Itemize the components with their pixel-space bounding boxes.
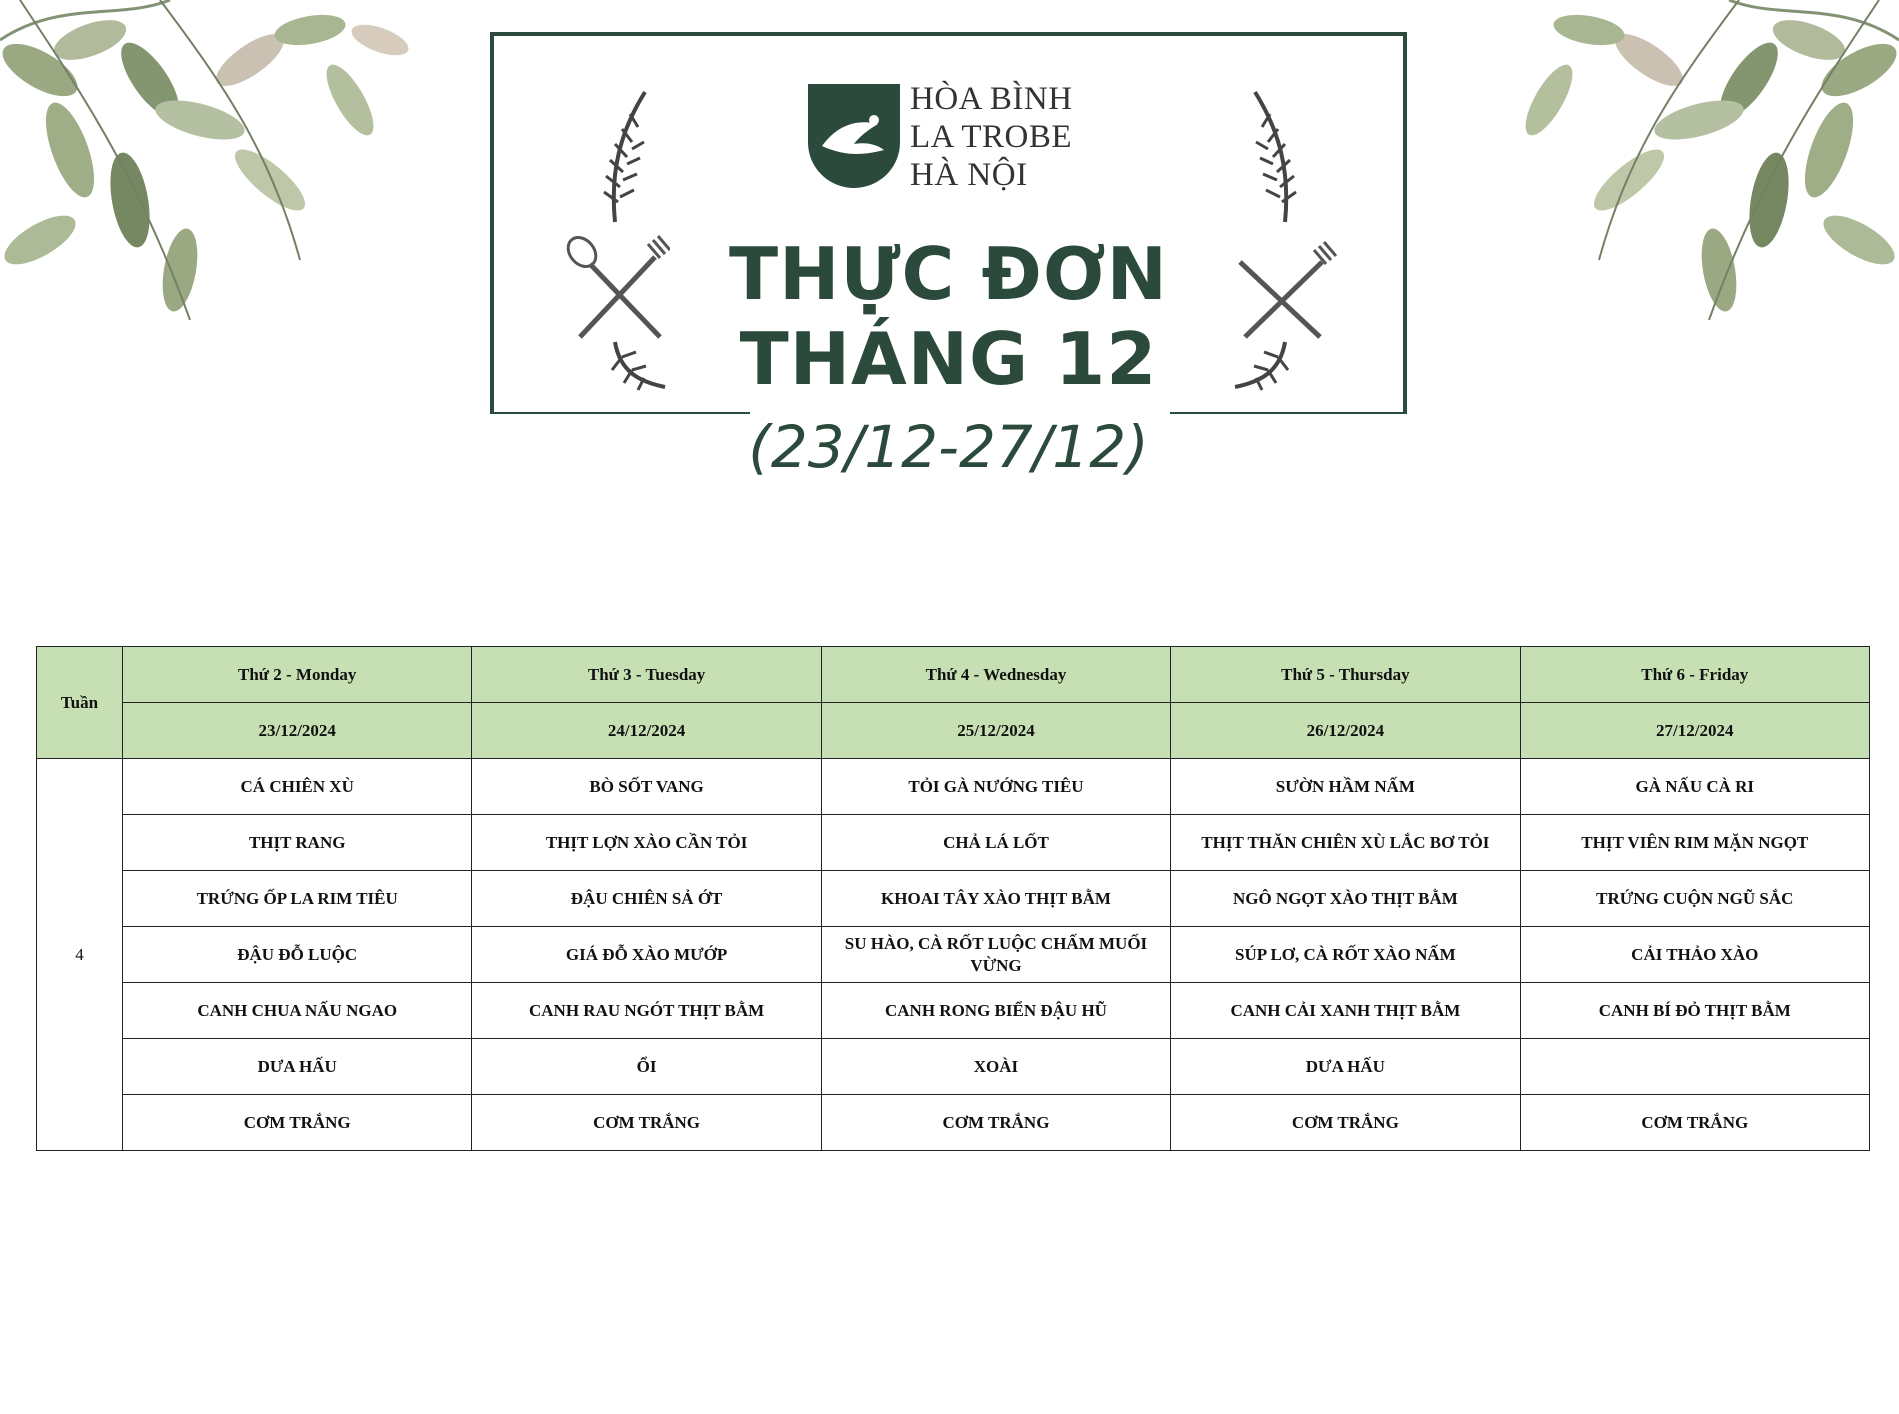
day-header-tuesday: Thứ 3 - Tuesday [472, 647, 821, 703]
leaves-decoration-left [0, 0, 470, 360]
menu-cell [1520, 1039, 1869, 1095]
school-name-line-2: LA TROBE [910, 119, 1072, 155]
menu-date-range: (23/12-27/12) [748, 413, 1149, 481]
menu-cell: GIÁ ĐỖ XÀO MƯỚP [472, 927, 821, 983]
menu-cell: THỊT RANG [123, 815, 472, 871]
menu-cell: ĐẬU ĐỖ LUỘC [123, 927, 472, 983]
date-header-wednesday: 25/12/2024 [821, 703, 1170, 759]
day-header-monday: Thứ 2 - Monday [123, 647, 472, 703]
day-header-friday: Thứ 6 - Friday [1520, 647, 1869, 703]
menu-title-line-2: THÁNG 12 [739, 317, 1158, 401]
menu-title-line-1: THỰC ĐƠN [729, 232, 1168, 316]
school-name-line-3: HÀ NỘI [910, 157, 1028, 193]
table-row [37, 927, 1870, 983]
menu-cell: CƠM TRẮNG [1520, 1095, 1869, 1151]
menu-cell: SÚP LƠ, CÀ RỐT XÀO NẤM [1171, 927, 1520, 983]
menu-cell: CƠM TRẮNG [123, 1095, 472, 1151]
menu-cell: NGÔ NGỌT XÀO THỊT BẰM [1171, 871, 1520, 927]
date-header-thursday: 26/12/2024 [1171, 703, 1520, 759]
week-number-cell: 4 [37, 759, 123, 1151]
table-row [37, 871, 1870, 927]
menu-cell: CƠM TRẮNG [472, 1095, 821, 1151]
menu-cell: DƯA HẤU [123, 1039, 472, 1095]
menu-cell: BÒ SỐT VANG [472, 759, 821, 815]
menu-cell: GÀ NẤU CÀ RI [1520, 759, 1869, 815]
date-header-tuesday: 24/12/2024 [472, 703, 821, 759]
menu-cell: ỔI [472, 1039, 821, 1095]
leaves-decoration-right [1429, 0, 1899, 360]
day-header-row [37, 647, 1870, 703]
menu-cell: CANH BÍ ĐỎ THỊT BẰM [1520, 983, 1869, 1039]
date-header-row [37, 703, 1870, 759]
menu-cell: TRỨNG CUỘN NGŨ SẮC [1520, 871, 1869, 927]
week-column-header: Tuần [37, 647, 123, 759]
day-header-wednesday: Thứ 4 - Wednesday [821, 647, 1170, 703]
school-logo-icon [808, 84, 900, 188]
menu-cell: CANH CẢI XANH THỊT BẰM [1171, 983, 1520, 1039]
menu-cell: CANH CHUA NẤU NGAO [123, 983, 472, 1039]
date-header-friday: 27/12/2024 [1520, 703, 1869, 759]
menu-cell: CƠM TRẮNG [1171, 1095, 1520, 1151]
menu-cell: CHẢ LÁ LỐT [821, 815, 1170, 871]
weekly-menu-table [36, 646, 1870, 1151]
menu-cell: THỊT VIÊN RIM MẶN NGỌT [1520, 815, 1869, 871]
menu-cell: DƯA HẤU [1171, 1039, 1520, 1095]
menu-cell: CANH RONG BIỂN ĐẬU HŨ [821, 983, 1170, 1039]
table-row [37, 983, 1870, 1039]
menu-cell: THỊT THĂN CHIÊN XÙ LẮC BƠ TỎI [1171, 815, 1520, 871]
menu-cell: TỎI GÀ NƯỚNG TIÊU [821, 759, 1170, 815]
menu-cell: ĐẬU CHIÊN SẢ ỚT [472, 871, 821, 927]
school-name [910, 80, 1073, 194]
school-name-line-1: HÒA BÌNH [910, 81, 1073, 117]
menu-cell: CƠM TRẮNG [821, 1095, 1170, 1151]
menu-cell: CÁ CHIÊN XÙ [123, 759, 472, 815]
menu-cell: THỊT LỢN XÀO CẦN TỎI [472, 815, 821, 871]
date-header-monday: 23/12/2024 [123, 703, 472, 759]
table-row [37, 759, 1870, 815]
table-row [37, 1095, 1870, 1151]
menu-cell: SƯỜN HẦM NẤM [1171, 759, 1520, 815]
menu-cell: XOÀI [821, 1039, 1170, 1095]
menu-header [490, 32, 1407, 481]
table-row [37, 815, 1870, 871]
menu-cell: SU HÀO, CÀ RỐT LUỘC CHẤM MUỐI VỪNG [821, 927, 1170, 983]
menu-cell: TRỨNG ỐP LA RIM TIÊU [123, 871, 472, 927]
table-row [37, 1039, 1870, 1095]
menu-cell: CANH RAU NGÓT THỊT BẰM [472, 983, 821, 1039]
menu-cell: KHOAI TÂY XÀO THỊT BẰM [821, 871, 1170, 927]
day-header-thursday: Thứ 5 - Thursday [1171, 647, 1520, 703]
menu-cell: CẢI THẢO XÀO [1520, 927, 1869, 983]
